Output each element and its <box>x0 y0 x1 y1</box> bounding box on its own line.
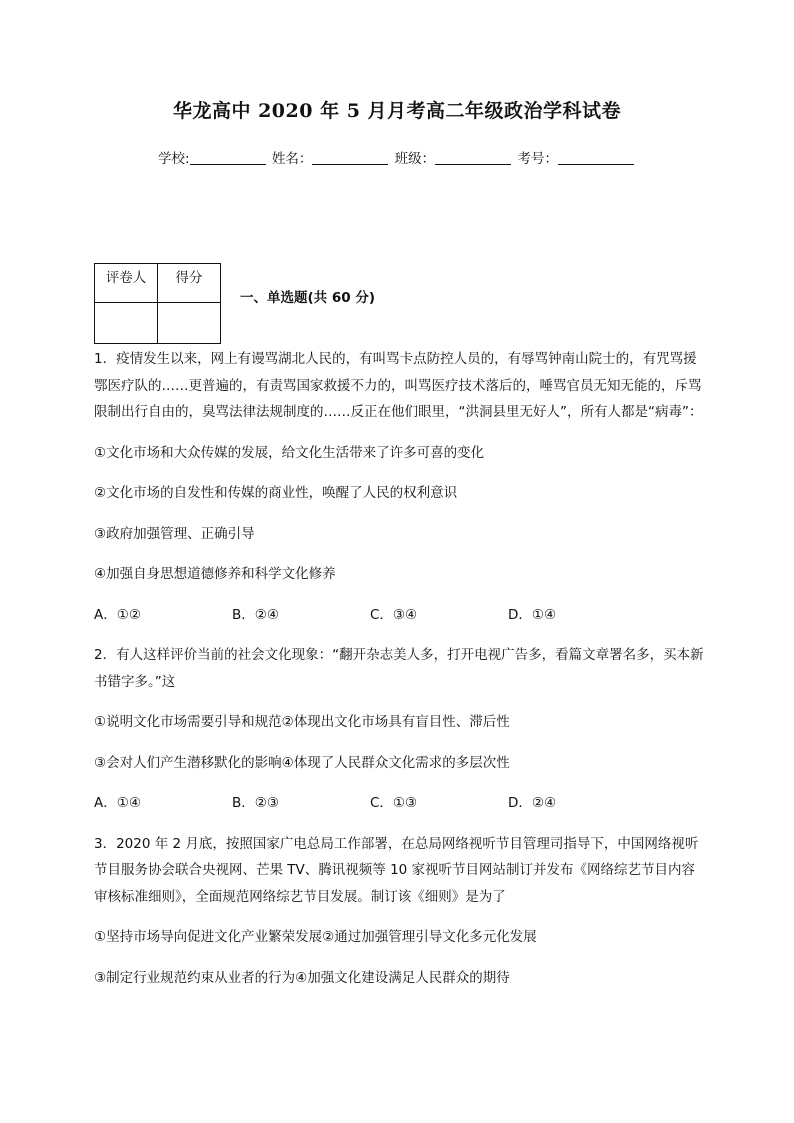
grader-header: 评卷人 <box>95 264 158 303</box>
question-1-choice-c: C．③④ <box>370 606 418 623</box>
question-1-item-4: ④加强自身思想道德修养和科学文化修养 <box>94 566 336 582</box>
school-blank[interactable] <box>190 151 266 165</box>
name-label: 姓名： <box>271 151 313 167</box>
exam-number-blank[interactable] <box>558 151 634 165</box>
question-1-choices <box>94 602 704 629</box>
section-title: 一、单选题(共 60 分) <box>240 290 376 306</box>
questions-content <box>94 346 704 1005</box>
question-1-stem: 1．疫情发生以来，网上有谩骂湖北人民的，有叫骂卡点防控人员的，有辱骂钟南山院士的，有咒骂援鄂医疗队的……更普遍的，有责骂国家救援不力的，叫骂医疗技术落后的，唾骂官员无知无能的，斥骂限制出行自由的，臭骂法律法规制度的……反正在他们眼里，“洪洞县里无好人”，所有人都是“病毒”： <box>94 351 703 420</box>
question-2-choice-b: B．②③ <box>232 795 279 811</box>
question-2-choice-c: C．①③ <box>370 795 418 811</box>
exam-number-label: 考号： <box>517 151 558 167</box>
score-cell <box>158 303 221 344</box>
question-2-item-1: ①说明文化市场需要引导和规范②体现出文化市场具有盲目性、滞后性 <box>94 714 510 730</box>
question-2-choice-d: D．②④ <box>508 795 557 811</box>
question-2-choice-a: A．①④ <box>94 795 141 811</box>
question-3-item-2: ③制定行业规范约束从业者的行为④加强文化建设满足人民群众的期待 <box>94 969 510 986</box>
grader-cell <box>95 303 158 344</box>
question-2-choices <box>94 790 704 817</box>
question-1-item-2: ②文化市场的自发性和传媒的商业性，唤醒了人民的权利意识 <box>94 485 458 501</box>
question-3-stem: 3．2020 年 2 月底，按照国家广电总局工作部署，在总局网络视听节目管理司指导下，中国网络视听节目服务协会联合央视网、芒果 TV、腾讯视频等 10 家视听节目网站制订并发布《网络综艺节目内容审核标准细则》，全面规范网络综艺节目发展。制订该《细则》是为了 <box>94 835 699 905</box>
student-info-line <box>0 147 794 167</box>
score-table <box>94 263 221 344</box>
question-1-choice-b: B．②④ <box>232 606 279 623</box>
question-3-item-1: ①坚持市场导向促进文化产业繁荣发展②通过加强管理引导文化多元化发展 <box>94 929 537 945</box>
question-1-item-3: ③政府加强管理、正确引导 <box>94 525 255 542</box>
exam-title: 华龙高中 2020 年 5 月月考高二年级政治学科试卷 <box>172 100 622 122</box>
class-label: 班级： <box>394 151 436 167</box>
school-label: 学校: <box>158 151 190 167</box>
question-1-choice-d: D．①④ <box>508 606 557 623</box>
question-1-choice-a: A．①② <box>94 606 141 623</box>
question-2-item-2: ③会对人们产生潜移默化的影响④体现了人民群众文化需求的多层次性 <box>94 754 510 771</box>
score-header: 得分 <box>158 264 221 303</box>
name-blank[interactable] <box>312 151 388 165</box>
class-blank[interactable] <box>435 151 511 165</box>
question-1-item-1: ①文化市场和大众传媒的发展，给文化生活带来了许多可喜的变化 <box>94 444 485 461</box>
question-2-stem: 2．有人这样评价当前的社会文化现象：“翻开杂志美人多，打开电视广告多，看篇文章署名多，买本新书错字多。”这 <box>94 647 704 690</box>
